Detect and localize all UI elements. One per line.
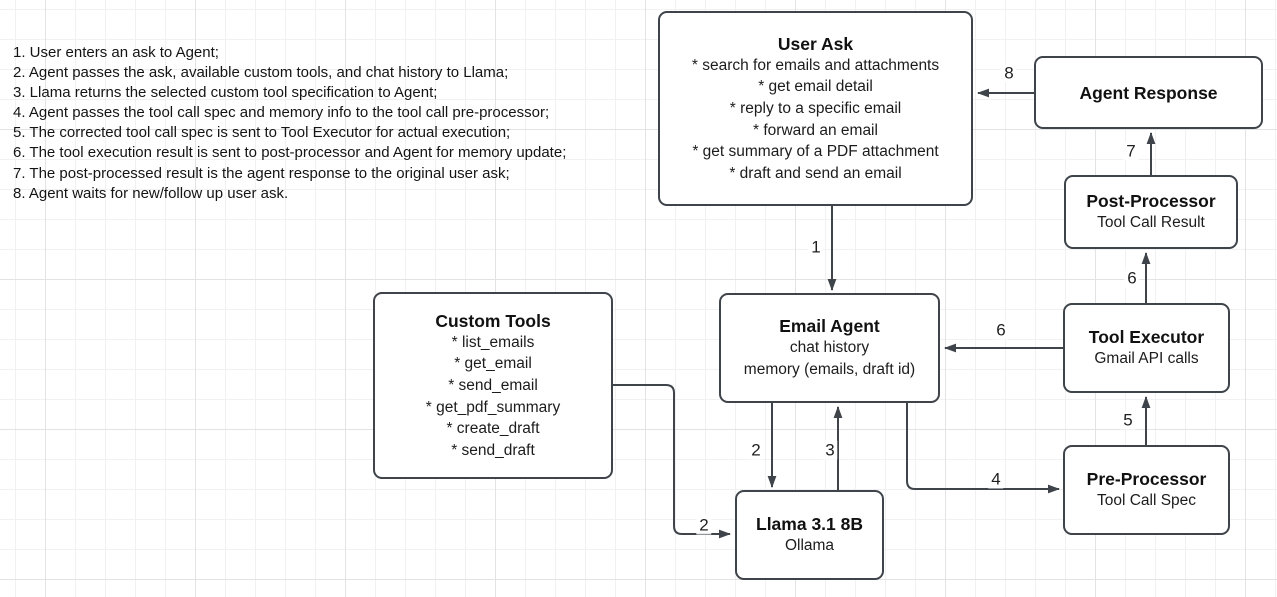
node-post-processor-title: Post-Processor — [1086, 191, 1216, 212]
node-llama-subtitle: Ollama — [784, 537, 835, 555]
edge-label-6-executor-post: 6 — [1124, 269, 1139, 288]
node-llama — [735, 490, 884, 580]
node-pre-processor — [1063, 445, 1230, 535]
node-agent-response-title: Agent Response — [1079, 82, 1218, 103]
node-tool-executor-title: Tool Executor — [1088, 327, 1205, 348]
edge-label-4: 4 — [988, 470, 1003, 489]
node-user-ask-item: * search for emails and attachments — [691, 56, 940, 74]
node-custom-tools-item: * get_email — [454, 355, 532, 373]
node-custom-tools-title: Custom Tools — [435, 310, 551, 331]
node-user-ask-item: * draft and send an email — [729, 164, 902, 182]
node-custom-tools-item: * send_email — [448, 376, 538, 394]
instruction-step-4: 4. Agent passes the tool call spec and memory info to the tool call pre-processor; — [13, 104, 550, 122]
node-tool-executor — [1063, 303, 1230, 393]
instruction-list — [13, 43, 566, 204]
node-post-processor-subtitle: Tool Call Result — [1097, 214, 1205, 232]
instruction-step-3: 3. Llama returns the selected custom tool specification to Agent; — [13, 84, 438, 102]
instruction-step-6: 6. The tool execution result is sent to post-processor and Agent for memory update; — [13, 144, 567, 162]
edge-label-2-agent-llama: 2 — [748, 441, 763, 460]
node-user-ask-item: * get summary of a PDF attachment — [692, 143, 939, 161]
instruction-step-1: 1. User enters an ask to Agent; — [13, 44, 219, 61]
node-pre-processor-subtitle: Tool Call Spec — [1096, 492, 1197, 510]
node-tool-executor-subtitle: Gmail API calls — [1094, 350, 1199, 368]
edge-label-2-tools-llama: 2 — [696, 516, 711, 535]
node-pre-processor-title: Pre-Processor — [1086, 469, 1207, 490]
node-agent-response — [1034, 56, 1263, 129]
node-custom-tools — [373, 292, 613, 479]
node-custom-tools-item: * create_draft — [446, 420, 540, 438]
edge-label-8: 8 — [1001, 64, 1016, 83]
edge-label-1: 1 — [808, 238, 823, 257]
node-custom-tools-item: * list_emails — [451, 333, 535, 351]
edge-4-emailagent-to-preprocessor — [907, 403, 1059, 489]
node-email-agent-line: chat history — [789, 339, 870, 357]
instruction-step-5: 5. The corrected tool call spec is sent to Tool Executor for actual execution; — [13, 124, 511, 142]
node-custom-tools-item: * send_draft — [451, 441, 535, 459]
instruction-step-2: 2. Agent passes the ask, available custom tools, and chat history to Llama; — [13, 64, 509, 82]
node-email-agent — [719, 293, 940, 403]
node-post-processor — [1064, 175, 1238, 249]
edge-label-7: 7 — [1123, 142, 1138, 161]
edge-label-6-executor-agent: 6 — [993, 321, 1008, 340]
instruction-step-7: 7. The post-processed result is the agent response to the original user ask; — [13, 164, 510, 182]
edge-2-customtools-to-llama — [613, 385, 730, 534]
node-custom-tools-item: * get_pdf_summary — [425, 398, 561, 416]
node-user-ask-item: * get email detail — [758, 78, 873, 96]
node-user-ask-title: User Ask — [777, 33, 854, 54]
node-user-ask-item: * forward an email — [753, 121, 878, 139]
instruction-step-8: 8. Agent waits for new/follow up user ask. — [13, 184, 289, 202]
edge-label-3: 3 — [822, 441, 837, 460]
node-email-agent-line: memory (emails, draft id) — [743, 361, 916, 378]
node-email-agent-title: Email Agent — [779, 316, 880, 337]
edge-label-5: 5 — [1120, 411, 1135, 430]
node-user-ask — [658, 11, 973, 206]
node-user-ask-item: * reply to a specific email — [729, 99, 902, 117]
node-llama-title: Llama 3.1 8B — [756, 514, 863, 535]
